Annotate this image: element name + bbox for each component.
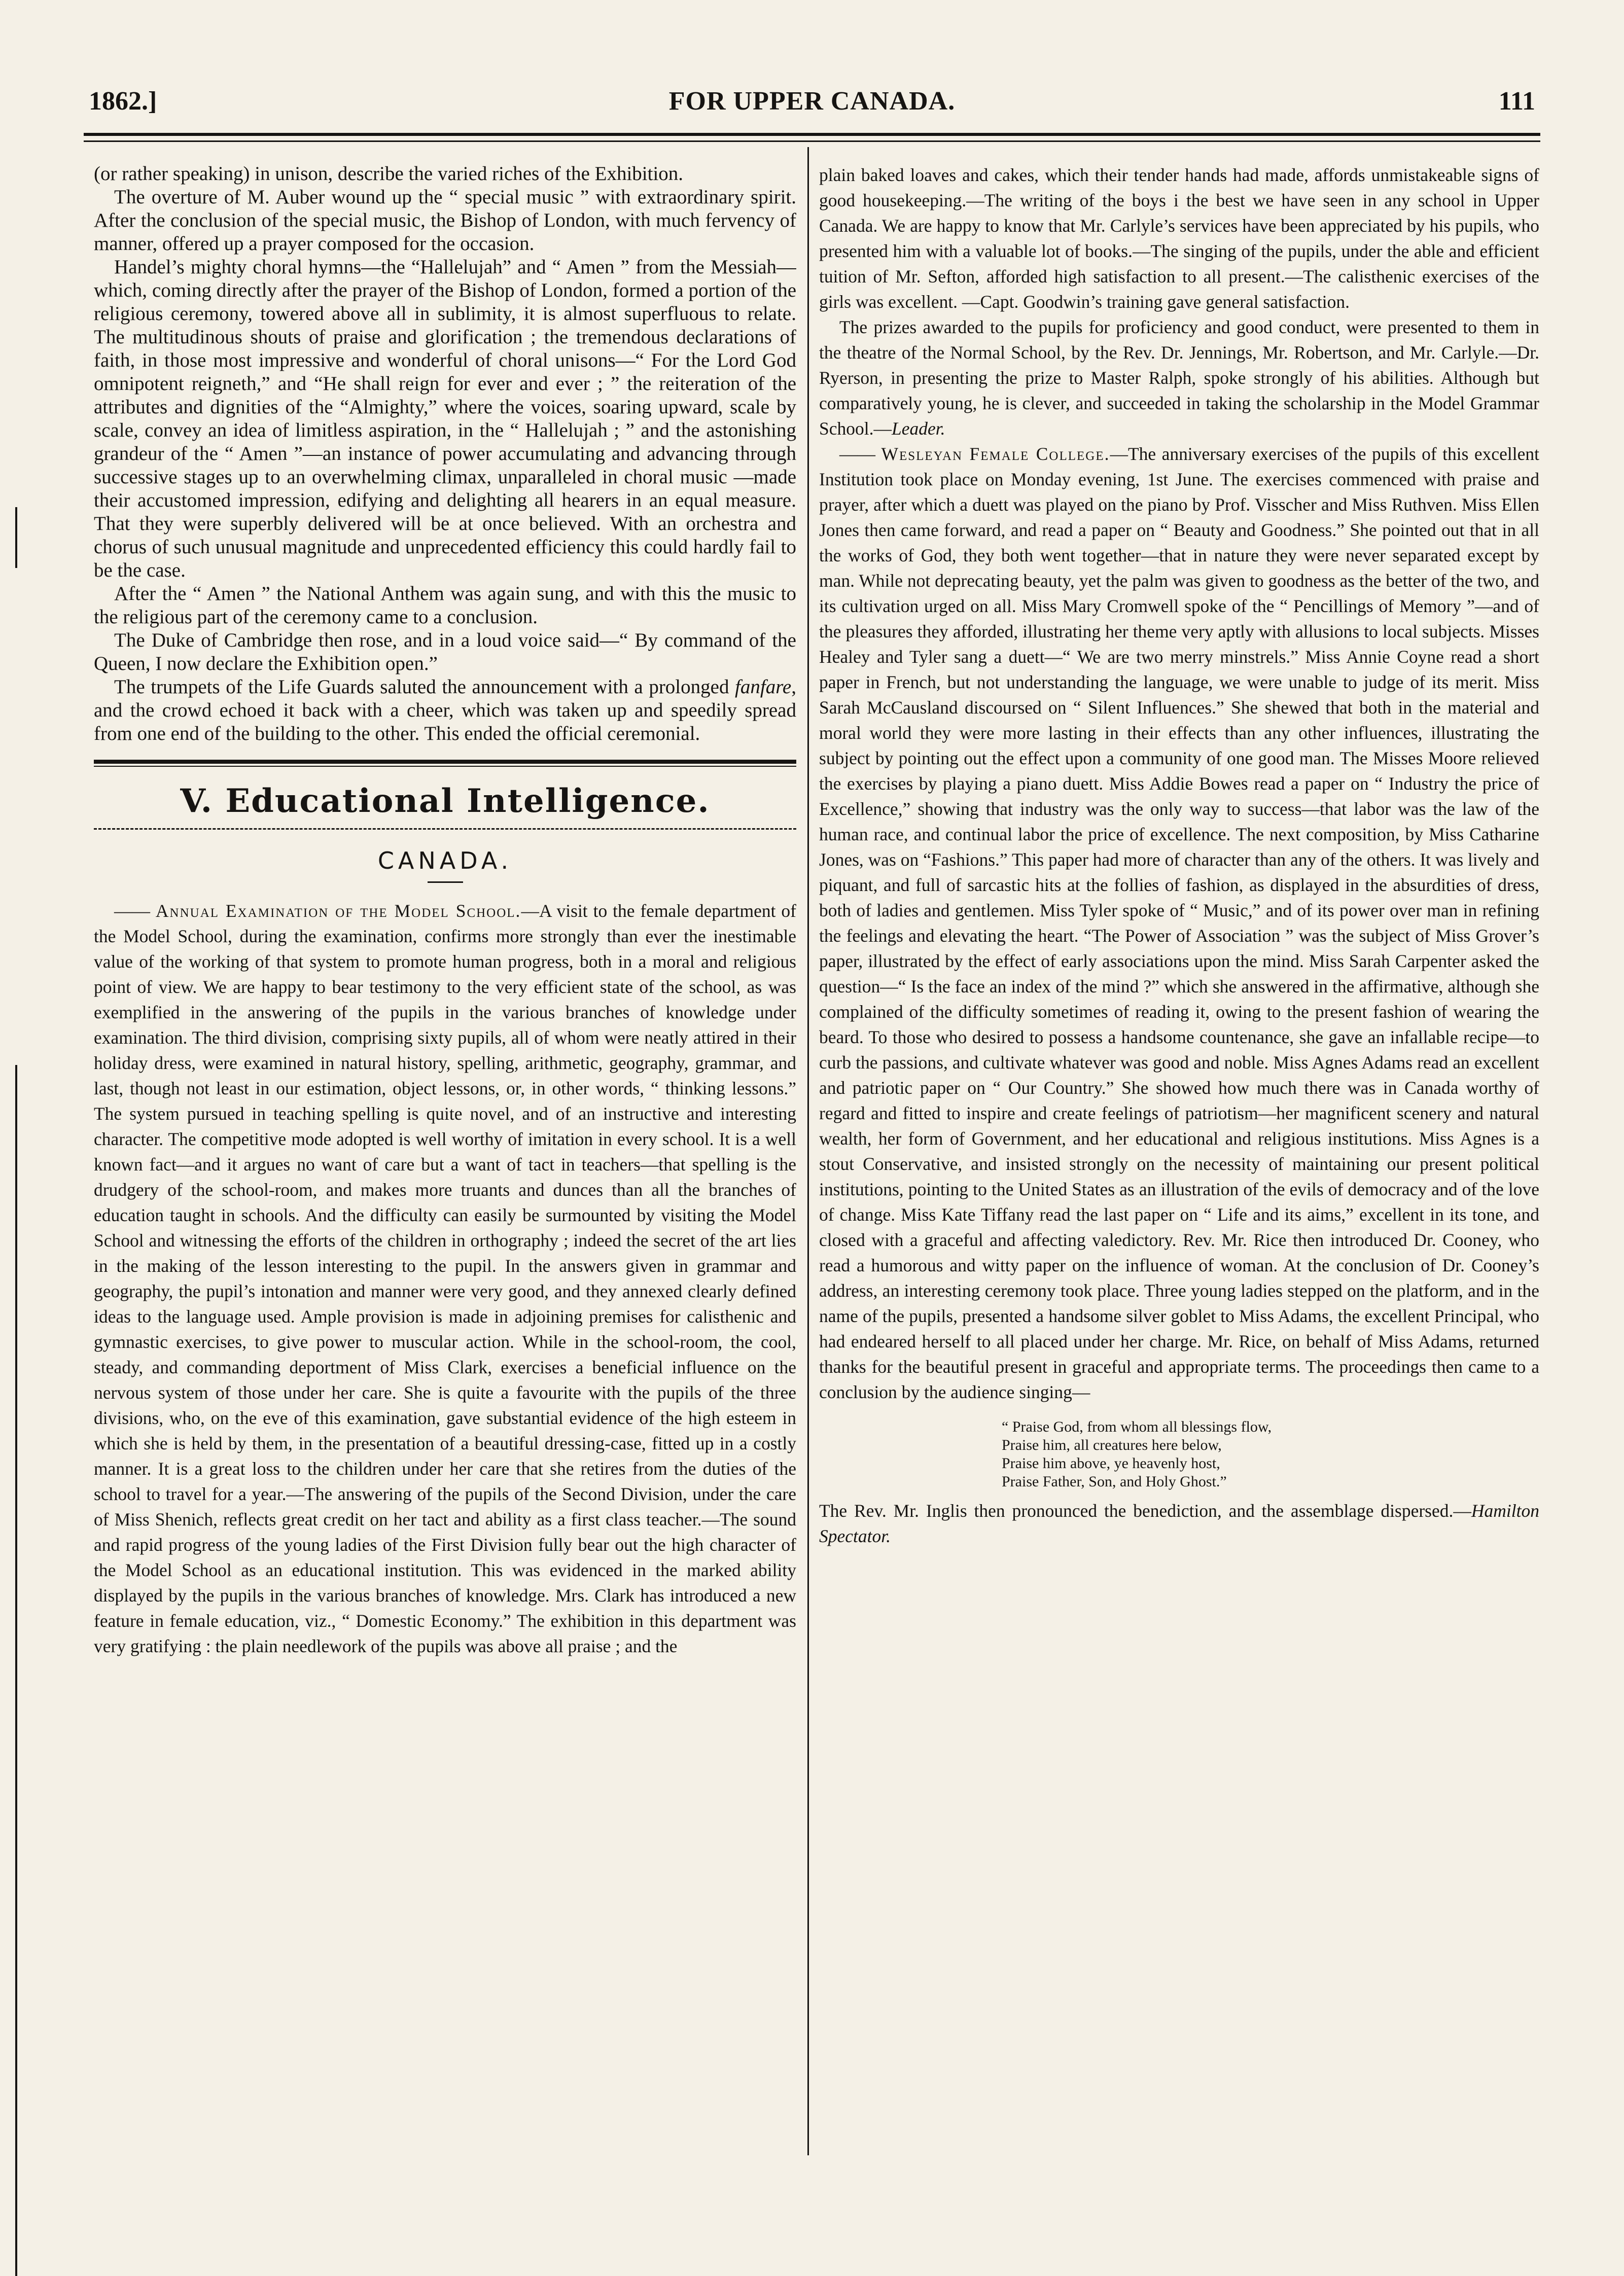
header-rule-thick [84,133,1540,136]
model-school-body: —A visit to the female department of the Model School, during the examination, confirms more strongly than ever the inestimable value of the working of that system to promote human progress, both in a moral and religious point of view. We are happy to bear testimony to the very efficient state of the school, as was exemplified in the answering of the pupils in the various branches of knowledge under examination. The third division, comprising sixty pupils, all of whom were neatly attired in their holiday dress, were examined in natural history, spelling, arithmetic, geography, grammar, and last, though not least in our estimation, object lessons, or, in other words, “ thinking lessons.” The system pursued in teaching spelling is quite novel, and of an instructive and interesting character. The competitive mode adopted is well worthy of imitation in every school. It is a well known fact—and it argues no want of care but a want of tact in teachers—that spelling is the drudgery of the school-room, and makes more truants and dunces than all the branches of education taught in schools. And the difficulty can easily be surmounted by visiting the Model School and witnessing the efforts of the children in orthography ; indeed the secret of the art lies in the making of the lesson interesting to the pupil. In the answers given in grammar and geography, the pupil’s intonation and manner were very good, and they annexed clearly defined ideas to the language used. Ample provision is made in adjoining premises for calisthenic and gymnastic exercises, to give power to muscular action. While in the school-room, the cool, steady, and commanding deportment of Miss Clark, exercises a beneficial influence on the nervous system of those under her care. She is quite a favourite with the pupils of the three divisions, who, on the eve of this examination, gave substantial evidence of the high esteem in which she is held by them, in the presentation of a beautiful dressing-case, fitted up in a costly manner. It is a great loss to the children under her care that she retires from the duties of the school to travel for a year.—The answering of the pupils of the Second Division, under the care of Miss Shenich, reflects great credit on her tact and ability as a first class teacher.—The sound and rapid progress of the young ladies of the First Division fully bear out the high character of the Model School as an educational institution. This was evidenced in the marked ability displayed by the pupils in the various branches of knowledge. Mrs. Clark has introduced a new feature in female education, viz., “ Domestic Economy.” The exhibition in this department was very gratifying : the plain needlework of the pupils was above all praise ; and the [94,901,796,1656]
verse-line: Praise him above, ye heavenly host, [1002,1455,1220,1472]
exhibition-paragraph-6 [94,675,796,745]
closing-text: The Rev. Mr. Inglis then pronounced the benediction, and the assemblage dispersed.— [819,1501,1471,1521]
model-school-article: —— Annual Examination of the Model School.—A visit to the female department of the Model School, during the examination, confirms more strongly than ever the inestimable value of the working of that system to promote human progress, both in a moral and religious point of view. We are happy to bear testimony to the very efficient state of the school, as was exemplified in the answering of the pupils in the various branches of knowledge under examination. The third division, comprising sixty pupils, all of whom were neatly attired in their holiday dress, were examined in natural history, spelling, arithmetic, geography, grammar, and last, though not least in our estimation, object lessons, or, in other words, “ thinking lessons.” The system pursued in teaching spelling is quite novel, and of an instructive and interesting character. The competitive mode adopted is well worthy of imitation in every school. It is a well known fact—and it argues no want of care but a want of tact in teachers—that spelling is the drudgery of the school-room, and makes more truants and dunces than all the branches of education taught in schools. And the difficulty can easily be surmounted by visiting the Model School and witnessing the efforts of the children in orthography ; indeed the secret of the art lies in the making of the lesson interesting to the pupil. In the answers given in grammar and geography, the pupil’s intonation and manner were very good, and they annexed clearly defined ideas to the language used. Ample provision is made in adjoining premises for calisthenic and gymnastic exercises, to give power to muscular action. While in the school-room, the cool, steady, and commanding deportment of Miss Clark, exercises a beneficial influence on the nervous system of those under her care. She is quite a favourite with the pupils of the three divisions, who, on the eve of this examination, gave substantial evidence of the high esteem in which she is held by them, in the presentation of a beautiful dressing-case, fitted up in a costly manner. It is a great loss to the children under her care that she retires from the duties of the school to travel for a year.—The answering of the pupils of the Second Division, under the care of Miss Shenich, reflects great credit on her tact and ability as a first class teacher.—The sound and rapid progress of the young ladies of the First Division fully bear out the high character of the Model School as an educational institution. This was evidenced in the marked ability displayed by the pupils in the various branches of knowledge. Mrs. Clark has introduced a new feature in female education, viz., “ Domestic Economy.” The exhibition in this department was very gratifying : the plain needlework of the pupils was above all praise ; and the [94,901,796,1656]
header-title: FOR UPPER CANADA. [668,87,956,116]
left-column [94,162,796,2181]
wesleyan-article: —— Wesleyan Female College.—The anniversary exercises of the pupils of this excellent Institution took place on Monday evening, 1st June. The exercises commenced with praise and prayer, after which a duett was played on the piano by Prof. Visscher and Miss Ruthven. Miss Ellen Jones then came forward, and read a paper on “ Beauty and Goodness.” She pointed out that in all the works of God, they both went together—that in nature they were never separated except by man. While not deprecating beauty, yet the palm was given to goodness as the better of the two, and its cultivation urged on all. Miss Mary Cromwell spoke of the “ Pencillings of Memory ”—and of the pleasures they afforded, illustrating her theme very aptly with allusions to local subjects. Misses Healey and Tyler sang a duett—“ We are two merry minstrels.” Miss Annie Coyne read a short paper in French, but not understanding the language, we were unable to judge of its merit. Miss Sarah McCausland discoursed on “ Silent Influences.” She shewed that both in the material and moral world they were more lasting in their effects than any other influences, illustrating the subject by pointing out the effect upon a community of one good man. The Misses Moore relieved the exercises by playing a piano duett. Miss Addie Bowes read a paper on “ Industry the price of Excellence,” showing that industry was the only way to success—that labor was the law of the human race, and continual labor the price of excellence. The next composition, by Miss Catharine Jones, was on “Fashions.” This paper had more of character than any of the others. It was lively and piquant, and full of sarcastic hits at the follies of fashion, as displayed in the absurdities of dress, both of ladies and gentlemen. Miss Tyler spoke of “ Music,” and of its power over man in refining the feelings and elevating the heart. “The Power of Association ” was the subject of Miss Grover’s paper, illustrated by the effect of early associations upon the mind. Miss Sarah Carpenter asked the question—“ Is the face an index of the mind ?” which she answered in the affirmative, although she complained of the difficulty sometimes of reading it, owing to the present fashion of wearing the beard. To those who desired to possess a handsome countenance, she gave an infallable recipe—to curb the passions, and cultivate whatever was good and noble. Miss Agnes Adams read an excellent and patriotic paper on “ Our Country.” She showed how much there was in Canada worthy of regard and fitted to inspire and create feelings of patriotism—her magnificent scenery and natural wealth, her form of Government, and her educational and religious institutions. Miss Agnes is a stout Conservative, and insisted strongly on the necessity of maintaining our present political institutions, pointing to the United States as an illustration of the evils of democracy and of the love of change. Miss Kate Tiffany read the last paper on “ Life and its aims,” excellent in its tone, and closed with a graceful and affecting valedictory. Rev. Mr. Rice then introduced Dr. Cooney, who read a humorous and witty paper on the influence of woman. At the conclusion of Dr. Cooney’s address, an interesting ceremony took place. Three young ladies stepped on the platform, and in the name of the pupils, presented a handsome silver goblet to Miss Adams, the excellent Principal, who had endeared herself to all placed under her charge. Mr. Rice, on behalf of Miss Adams, returned thanks for the beautiful present in graceful and appropriate terms. The proceedings then came to a conclusion by the audience singing— [819,444,1539,1402]
prizes-source: Leader. [892,418,945,439]
verse-line: Praise Father, Son, and Holy Ghost.” [1002,1473,1227,1490]
right-column [819,162,1539,2196]
p6-text-b: , and the crowd echoed it back with a cheer, which was taken up and speedily spread from one end of the building to the other. This ended the official ceremonial. [94,676,796,744]
closing-source: Hamilton Spectator. [819,1501,1539,1546]
exhibition-paragraph-4: After the “ Amen ” the National Anthem was again sung, and with this the music to the religious part of the ceremony came to a conclusion. [94,583,796,628]
prizes-text: The prizes awarded to the pupils for proficiency and good conduct, were presented to them in the theatre of the Normal School, by the Rev. Dr. Jennings, Mr. Robertson, and Mr. Carlyle.—Dr. Ryerson, in presenting the prize to Master Ralph, spoke strongly of his abilities. Although but comparatively young, he is clever, and succeeded in taking the scholarship in the Model Grammar School.— [819,317,1539,439]
verse-line: “ Praise God, from whom all blessings flow, [1002,1418,1272,1435]
binding-mark-lower [15,1065,17,2276]
page-header [84,81,1540,127]
prizes-paragraph [819,314,1539,441]
verse-line: Praise him, all creatures here below, [1002,1437,1222,1453]
exhibition-paragraph-5: The Duke of Cambridge then rose, and in a loud voice said—“ By command of the Queen, I now declare the Exhibition open.” [94,629,796,674]
wesleyan-body: —The anniversary exercises of the pupils of this excellent Institution took place on Monday evening, 1st June. The exercises commenced with praise and prayer, after which a duett was played on the piano by Prof. Visscher and Miss Ruthven. Miss Ellen Jones then came forward, and read a paper on “ Beauty and Goodness.” She pointed out that in all the works of God, they both went together—that in nature they were never separated except by man. While not deprecating beauty, yet the palm was given to goodness as the better of the two, and its cultivation urged on all. Miss Mary Cromwell spoke of the “ Pencillings of Memory ”—and of the pleasures they afforded, illustrating her theme very aptly with allusions to local subjects. Misses Healey and Tyler sang a duett—“ We are two merry minstrels.” Miss Annie Coyne read a short paper in French, but not understanding the language, we were unable to judge of its merit. Miss Sarah McCausland discoursed on “ Silent Influences.” She shewed that both in the material and moral world they were more lasting in their effects than any other influences, illustrating the subject by pointing out the effect upon a community of one good man. The Misses Moore relieved the exercises by playing a piano duett. Miss Addie Bowes read a paper on “ Industry the price of Excellence,” showing that industry was the only way to success—that labor was the law of the human race, and continual labor the price of excellence. The next composition, by Miss Catharine Jones, was on “Fashions.” This paper had more of character than any of the others. It was lively and piquant, and full of sarcastic hits at the follies of fashion, as displayed in the absurdities of dress, both of ladies and gentlemen. Miss Tyler spoke of “ Music,” and of its power over man in refining the feelings and elevating the heart. “The Power of Association ” was the subject of Miss Grover’s paper, illustrated by the effect of early associations upon the mind. Miss Sarah Carpenter asked the question—“ Is the face an index of the mind ?” which she answered in the affirmative, although she complained of the difficulty sometimes of reading it, owing to the present fashion of wearing the beard. To those who desired to possess a handsome countenance, she gave an infallable recipe—to curb the passions, and cultivate whatever was good and noble. Miss Agnes Adams read an excellent and patriotic paper on “ Our Country.” She showed how much there was in Canada worthy of regard and fitted to inspire and create feelings of patriotism—her magnificent scenery and natural wealth, her form of Government, and her educational and religious institutions. Miss Agnes is a stout Conservative, and insisted strongly on the necessity of maintaining our present political institutions, pointing to the United States as an illustration of the evils of democracy and of the love of change. Miss Kate Tiffany read the last paper on “ Life and its aims,” excellent in its tone, and closed with a graceful and affecting valedictory. Rev. Mr. Rice then introduced Dr. Cooney, who read a humorous and witty paper on the influence of woman. At the conclusion of Dr. Cooney’s address, an interesting ceremony took place. Three young ladies stepped on the platform, and in the name of the pupils, presented a handsome silver goblet to Miss Adams, the excellent Principal, who had endeared herself to all placed under her charge. Mr. Rice, on behalf of Miss Adams, returned thanks for the beautiful present in graceful and appropriate terms. The proceedings then came to a conclusion by the audience singing— [819,444,1539,1402]
p6-emphasis: fanfare [735,676,792,698]
doxology-verse [1002,1418,1539,1491]
exhibition-paragraph-2: The overture of M. Auber wound up the “ special music ” with extraordinary spirit. After the conclusion of the special music, the Bishop of London, with much fervency of manner, offered up a prayer composed for the occasion. [94,186,796,255]
header-year: 1862.] [89,87,157,116]
subsection-rule [428,881,463,883]
exhibition-paragraph-1: (or rather speaking) in unison, describe the varied riches of the Exhibition. [94,163,684,185]
wesleyan-heading: Wesleyan Female College. [881,444,1110,464]
header-page-number: 111 [1498,87,1535,116]
exhibition-paragraph-3: Handel’s mighty choral hymns—the “Hallelujah” and “ Amen ” from the Messiah—which, coming directly after the prayer of the Bishop of London, formed a portion of the religious ceremony, towered above all in sublimity, it is almost superfluous to relate. The multitudinous shouts of praise and glorification ; the tremendous declarations of faith, in those most impressive and wonderful of choral unisons—“ For the Lord God omnipotent reigneth,” and “He shall reign for ever and ever ; ” the reiteration of the attributes and dignities of the “Almighty,” where the voices, soaring upward, scale by scale, convey an idea of limitless aspiration, in the “ Hallelujah ; ” and the astonishing grandeur of the “ Amen ”—an instance of power accumulating and advancing through successive stages up to an overwhelming climax, unparalleled in choral music —made their accustomed impression, edifying and delighting all hearers in an equal measure. That they were superbly delivered will be at once believed. With an orchestra and chorus of such unusual magnitude and unprecedented efficiency this could hardly fail to be the case. [94,256,796,581]
p6-text-a: The trumpets of the Life Guards saluted the announcement with a prolonged [114,676,735,698]
closing-paragraph [819,1498,1539,1549]
section-rule-thin [94,766,796,767]
model-school-heading: Annual Examination of the Model School. [155,901,521,921]
column-divider [807,147,809,2155]
section-ornament-rule [94,828,796,834]
model-school-continued: plain baked loaves and cakes, which their tender hands had made, affords unmistakeable signs of good housekeeping.—The writing of the boys i the best we have seen in any school in Upper Canada. We are happy to know that Mr. Carlyle’s services have been appreciated by his pupils, who presented him with a valuable lot of books.—The singing of the pupils, under the able and efficient tuition of Mr. Sefton, afforded high satisfaction to all present.—The calisthenic exercises of the girls was excellent. —Capt. Goodwin’s training gave general satisfaction. [819,165,1539,312]
section-title: V. Educational Intelligence. [180,782,710,820]
subsection-title: CANADA. [377,847,513,874]
binding-mark [15,507,17,568]
section-rule-thick [94,760,796,764]
header-rule-thin [84,140,1540,142]
